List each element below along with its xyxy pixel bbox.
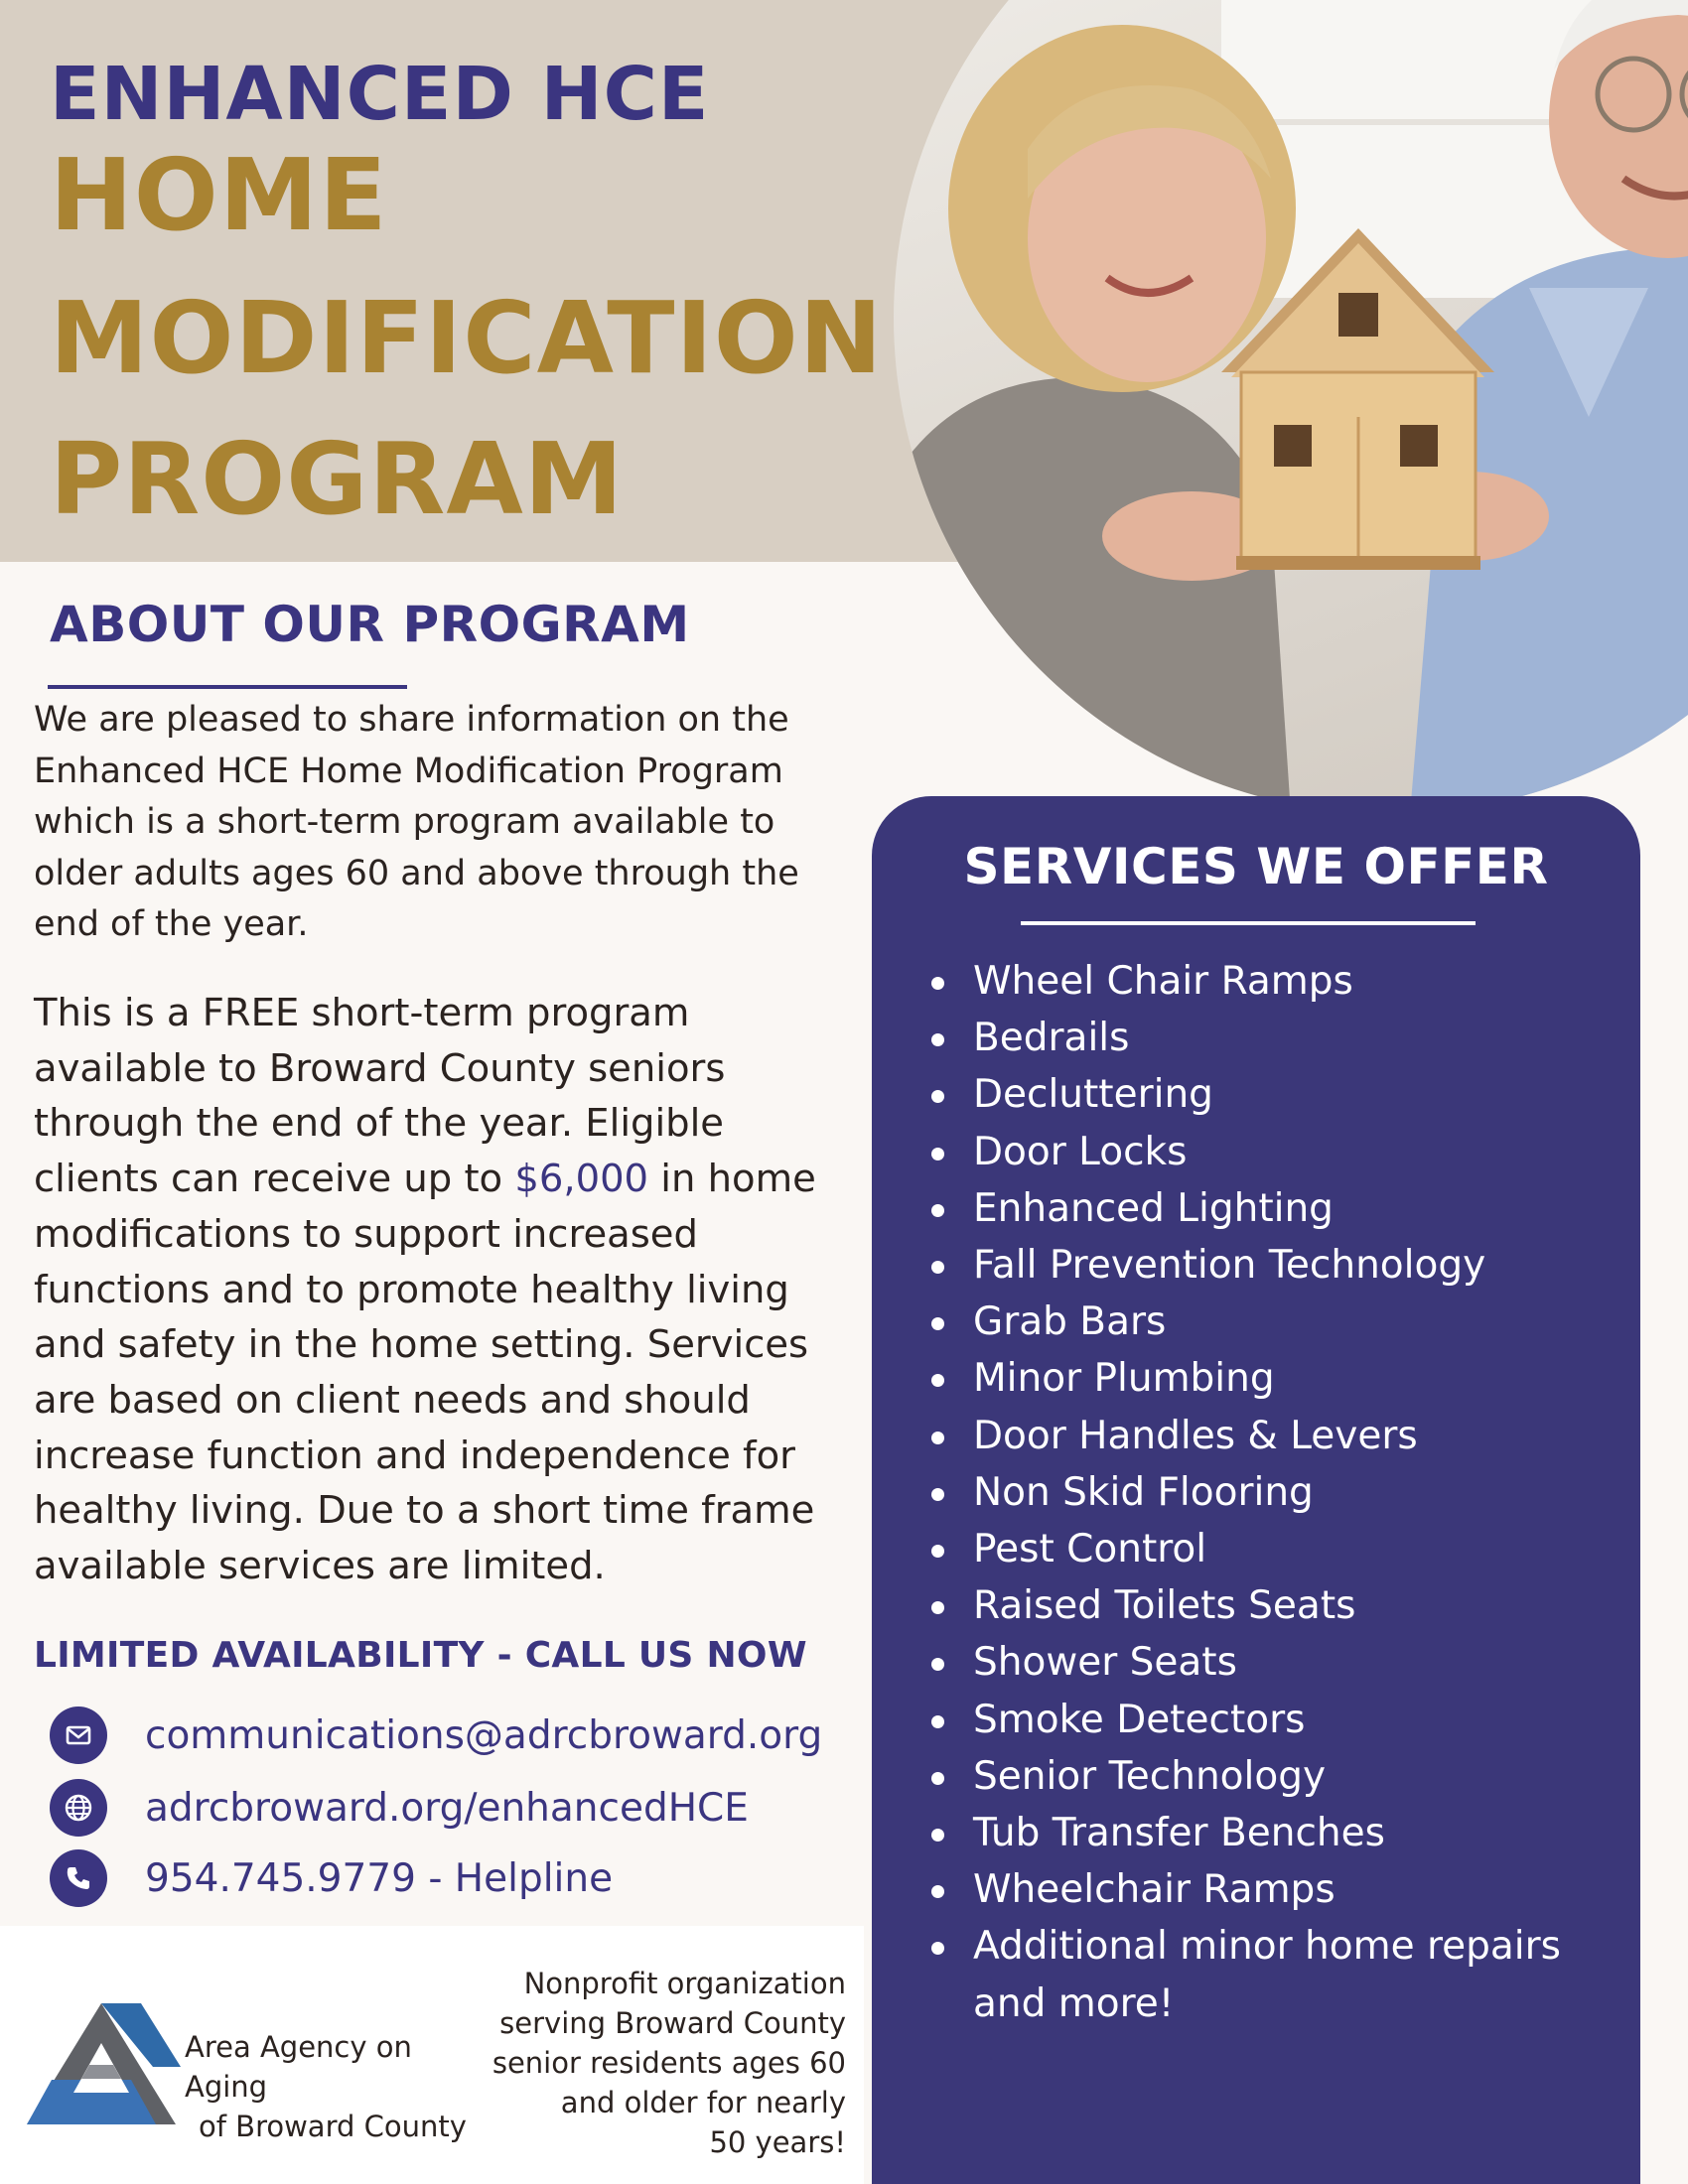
about-heading: ABOUT OUR PROGRAM	[50, 596, 690, 653]
nonprofit-line: senior residents ages 60	[492, 2046, 846, 2080]
agency-name	[185, 2027, 502, 2146]
agency-name-line2: of Broward County	[199, 2110, 467, 2143]
service-item: Minor Plumbing	[931, 1350, 1626, 1407]
title-line-enhanced-hce: ENHANCED HCE	[50, 52, 710, 137]
phone-icon	[50, 1849, 107, 1907]
service-item: Door Handles & Levers	[931, 1408, 1626, 1464]
service-item: Additional minor home repairs and more!	[931, 1918, 1626, 2031]
title-line-modification: MODIFICATION	[50, 280, 884, 396]
about-paragraph-details	[34, 986, 828, 1594]
services-panel	[872, 796, 1640, 2184]
service-item: Smoke Detectors	[931, 1692, 1626, 1748]
about-paragraph-intro: We are pleased to share information on the Enhanced HCE Home Modification Program which is a short-term program available to older adults ages 60 and above through the end of the year.	[34, 700, 799, 944]
mail-icon	[50, 1706, 107, 1764]
services-list	[931, 953, 1626, 2032]
contact-email[interactable]: communications@adrcbroward.org	[145, 1712, 823, 1758]
service-item: Wheelchair Ramps	[931, 1861, 1626, 1918]
service-item: Door Locks	[931, 1124, 1626, 1180]
seniors-holding-house-photo	[894, 0, 1688, 814]
nonprofit-statement	[467, 1964, 846, 2162]
nonprofit-line: Nonprofit organization	[523, 1967, 846, 2000]
service-item: Shower Seats	[931, 1634, 1626, 1691]
contact-website-row[interactable]	[50, 1778, 749, 1838]
service-item: Enhanced Lighting	[931, 1180, 1626, 1237]
about-divider	[48, 685, 407, 689]
title-line-home: HOME	[50, 137, 388, 253]
service-item: Non Skid Flooring	[931, 1464, 1626, 1521]
service-item: Fall Prevention Technology	[931, 1237, 1626, 1294]
service-item: Pest Control	[931, 1521, 1626, 1577]
contact-website[interactable]: adrcbroward.org/enhancedHCE	[145, 1785, 749, 1831]
globe-icon	[50, 1779, 107, 1837]
service-item: Tub Transfer Benches	[931, 1805, 1626, 1861]
contact-email-row[interactable]	[50, 1706, 822, 1765]
title-line-program: PROGRAM	[50, 421, 625, 537]
nonprofit-line: 50 years!	[709, 2125, 846, 2159]
service-item: Decluttering	[931, 1066, 1626, 1123]
service-item: Bedrails	[931, 1010, 1626, 1066]
service-item: Raised Toilets Seats	[931, 1577, 1626, 1634]
agency-logo	[22, 1995, 181, 2133]
nonprofit-line: serving Broward County	[499, 2006, 846, 2040]
services-heading: SERVICES WE OFFER	[963, 838, 1549, 895]
max-amount: $6,000	[514, 1157, 649, 1202]
details-text-start: This is a FREE short-term program available to Broward County seniors through the end of the year. Eligible clients can receive up to	[34, 991, 726, 1202]
contact-phone[interactable]: 954.745.9779 - Helpline	[145, 1855, 614, 1901]
details-text-end: in home modifications to support increased functions and to promote healthy living and safety in the home setting. Services are based on client needs and should increase function and independence for healthy living. Due to a short time frame available services are limited.	[34, 1157, 816, 1589]
services-divider	[1021, 921, 1476, 925]
contact-phone-row[interactable]	[50, 1848, 613, 1908]
service-item: Wheel Chair Ramps	[931, 953, 1626, 1010]
agency-name-line1: Area Agency on Aging	[185, 2030, 412, 2104]
service-item: Senior Technology	[931, 1748, 1626, 1805]
nonprofit-line: and older for nearly	[560, 2086, 846, 2119]
call-to-action: LIMITED AVAILABILITY - CALL US NOW	[34, 1635, 807, 1676]
service-item: Grab Bars	[931, 1294, 1626, 1350]
